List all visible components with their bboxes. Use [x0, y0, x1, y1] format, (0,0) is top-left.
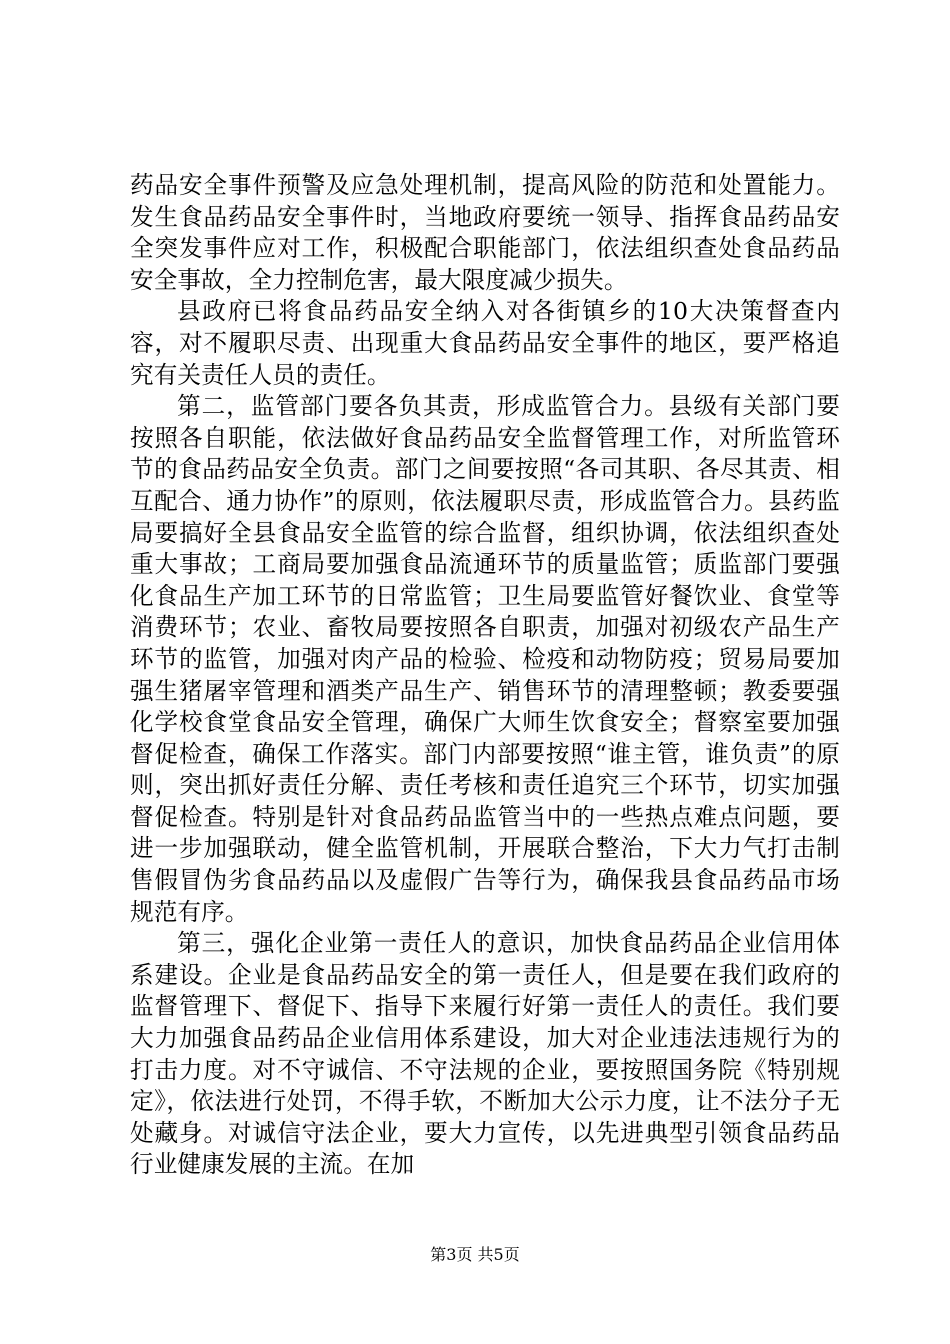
- document-body: [130, 170, 840, 1181]
- paragraph-county-government: 县政府已将食品药品安全纳入对各街镇乡的10大决策督查内容，对不履职尽责、出现重大食品药品安全事件的地区，要严格追究有关责任人员的责任。: [130, 297, 840, 389]
- paragraph-emergency-mechanism: 药品安全事件预警及应急处理机制，提高风险的防范和处置能力。发生食品药品安全事件时，当地政府要统一领导、指挥食品药品安全突发事件应对工作，积极配合职能部门，依法组织查处食品药品安全事故，全力控制危害，最大限度减少损失。: [130, 171, 840, 294]
- page-number-footer: 第3页 共5页: [430, 1245, 520, 1264]
- paragraph-second-point: 第二，监管部门要各负其责，形成监管合力。县级有关部门要按照各自职能，依法做好食品药品安全监督管理工作，对所监管环节的食品药品安全负责。部门之间要按照“各司其职、各尽其责、相互配合、通力协作”的原则，依法履职尽责，形成监管合力。县药监局要搞好全县食品安全监管的综合监督，组织协调，依法组织查处重大事故；工商局要加强食品流通环节的质量监管；质监部门要强化食品生产加工环节的日常监管；卫生局要监管好餐饮业、食堂等消费环节；农业、畜牧局要按照各自职责，加强对初级农产品生产环节的监管，加强对肉产品的检验、检疫和动物防疫；贸易局要加强生猪屠宰管理和酒类产品生产、销售环节的清理整顿；教委要强化学校食堂食品安全管理，确保广大师生饮食安全；督察室要加强督促检查，确保工作落实。部门内部要按照“谁主管，谁负责”的原则，突出抓好责任分解、责任考核和责任追究三个环节，切实加强督促检查。特别是针对食品药品监管当中的一些热点难点问题，要进一步加强联动，健全监管机制，开展联合整治，下大力气打击制售假冒伪劣食品药品以及虚假广告等行为，确保我县食品药品市场规范有序。: [130, 392, 840, 926]
- paragraph-third-point: 第三，强化企业第一责任人的意识，加快食品药品企业信用体系建设。企业是食品药品安全的第一责任人，但是要在我们政府的监督管理下、督促下、指导下来履行好第一责任人的责任。我们要大力加强食品药品企业信用体系建设，加大对企业违法违规行为的打击力度。对不守诚信、不守法规的企业，要按照国务院《特别规定》，依法进行处罚，不得手软，不断加大公示力度，让不法分子无处藏身。对诚信守法企业，要大力宣传，以先进典型引领食品药品行业健康发展的主流。在加: [130, 929, 840, 1179]
